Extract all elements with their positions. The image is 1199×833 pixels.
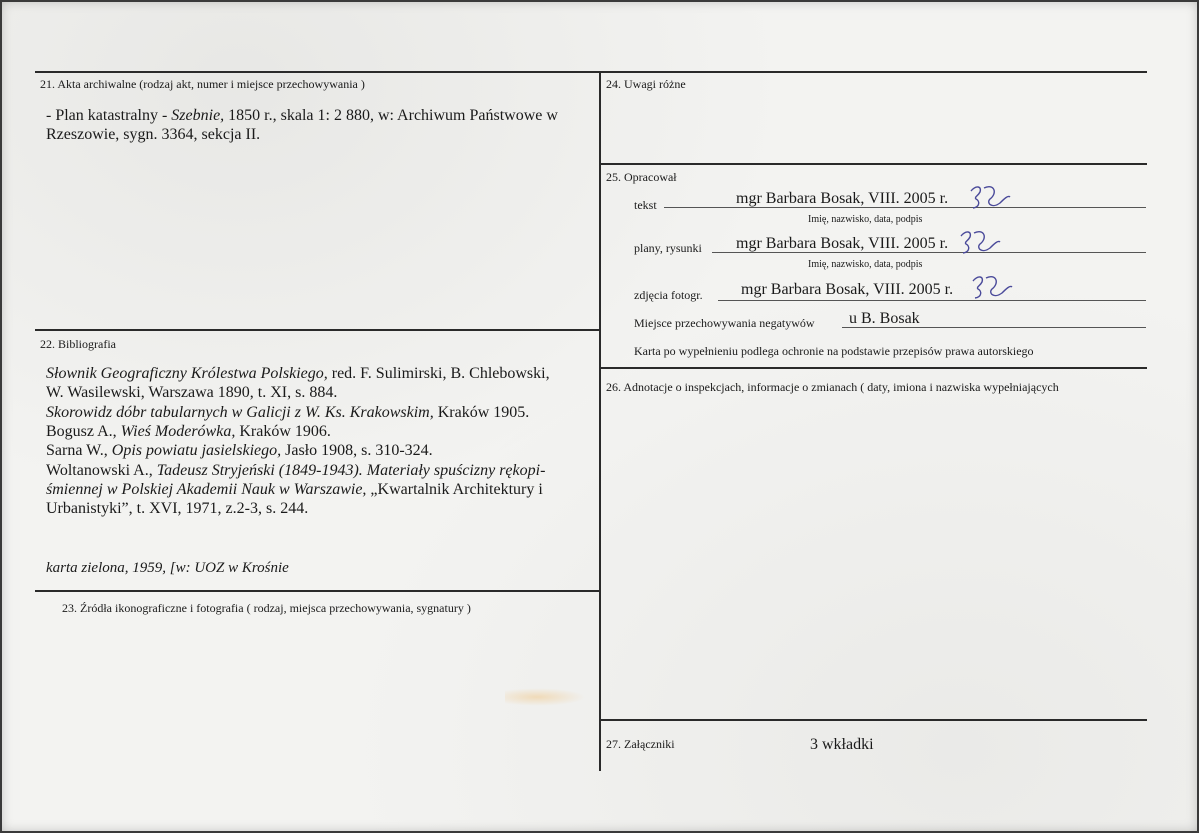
section-22-rule <box>35 329 601 331</box>
top-rule <box>35 71 1147 73</box>
bibliography-line1: Słownik Geograficzny Królestwa Polskiego, red. F. Sulimirski, B. Chlebowski, <box>46 365 550 382</box>
zdjecia-value: mgr Barbara Bosak, VIII. 2005 r. <box>741 281 954 298</box>
bibliography-line8: Urbanistyki”, t. XVI, 1971, z.2-3, s. 244. <box>46 500 309 517</box>
section-27-header: 27. Załączniki <box>606 737 675 751</box>
attachments-value: 3 wkładki <box>810 736 874 753</box>
signature-3 <box>970 273 1014 303</box>
bibliography-line6: Woltanowski A., Tadeusz Stryjeński (1849-1943). Materiały spuścizny rękopi- <box>46 462 546 479</box>
section-26-rule <box>599 367 1147 369</box>
plany-value: mgr Barbara Bosak, VIII. 2005 r. <box>736 235 949 252</box>
paper-stain <box>505 688 585 706</box>
section-23-rule <box>35 590 601 592</box>
caption-2: Imię, nazwisko, data, podpis <box>808 259 923 270</box>
section-25-rule <box>599 163 1147 165</box>
negatywy-value: u B. Bosak <box>849 310 920 327</box>
negatywy-underline <box>842 327 1146 328</box>
tekst-value: mgr Barbara Bosak, VIII. 2005 r. <box>736 190 949 207</box>
signature-1 <box>968 183 1012 213</box>
negatywy-label: Miejsce przechowywania negatywów <box>634 316 815 330</box>
plany-underline <box>712 252 1146 253</box>
section-22-header: 22. Bibliografia <box>40 337 116 351</box>
column-divider <box>599 71 601 771</box>
bibliography-line5: Sarna W., Opis powiatu jasielskiego, Jasło 1908, s. 310-324. <box>46 442 433 459</box>
signature-2 <box>958 228 1002 258</box>
zdjecia-underline <box>718 300 1146 301</box>
bibliography-line3: Skorowidz dóbr tabularnych w Galicji z W. Ks. Krakowskim, Kraków 1905. <box>46 404 530 421</box>
caption-1: Imię, nazwisko, data, podpis <box>808 214 923 225</box>
tekst-label: tekst <box>634 198 657 212</box>
section-21-entry-line1: - Plan katastralny - Szebnie, 1850 r., skala 1: 2 880, w: Archiwum Państwowe w <box>46 107 558 124</box>
copyright-notice: Karta po wypełnieniu podlega ochronie na podstawie przepisów prawa autorskiego <box>634 344 1034 358</box>
section-26-header: 26. Adnotacje o inspekcjach, informacje o zmianach ( daty, imiona i nazwiska wypełniających <box>606 380 1059 394</box>
section-21-entry-line2: Rzeszowie, sygn. 3364, sekcja II. <box>46 126 261 143</box>
bibliography-note: karta zielona, 1959, [w: UOZ w Krośnie <box>46 560 289 576</box>
section-21-header: 21. Akta archiwalne (rodzaj akt, numer i miejsce przechowywania ) <box>40 77 365 91</box>
bibliography-line4: Bogusz A., Wieś Moderówka, Kraków 1906. <box>46 423 331 440</box>
section-24-header: 24. Uwagi różne <box>606 77 686 91</box>
bibliography-line2: W. Wasilewski, Warszawa 1890, t. XI, s. 884. <box>46 384 338 401</box>
section-23-header: 23. Źródła ikonograficzne i fotografia ( rodzaj, miejsca przechowywania, sygnatury ) <box>62 601 471 615</box>
tekst-underline <box>664 207 1146 208</box>
section-27-rule <box>599 719 1147 721</box>
zdjecia-label: zdjęcia fotogr. <box>634 288 703 302</box>
plany-label: plany, rysunki <box>634 241 702 255</box>
section-25-header: 25. Opracował <box>606 170 677 184</box>
bibliography-line7: śmiennej w Polskiej Akademii Nauk w Warszawie, „Kwartalnik Architektury i <box>46 481 543 498</box>
